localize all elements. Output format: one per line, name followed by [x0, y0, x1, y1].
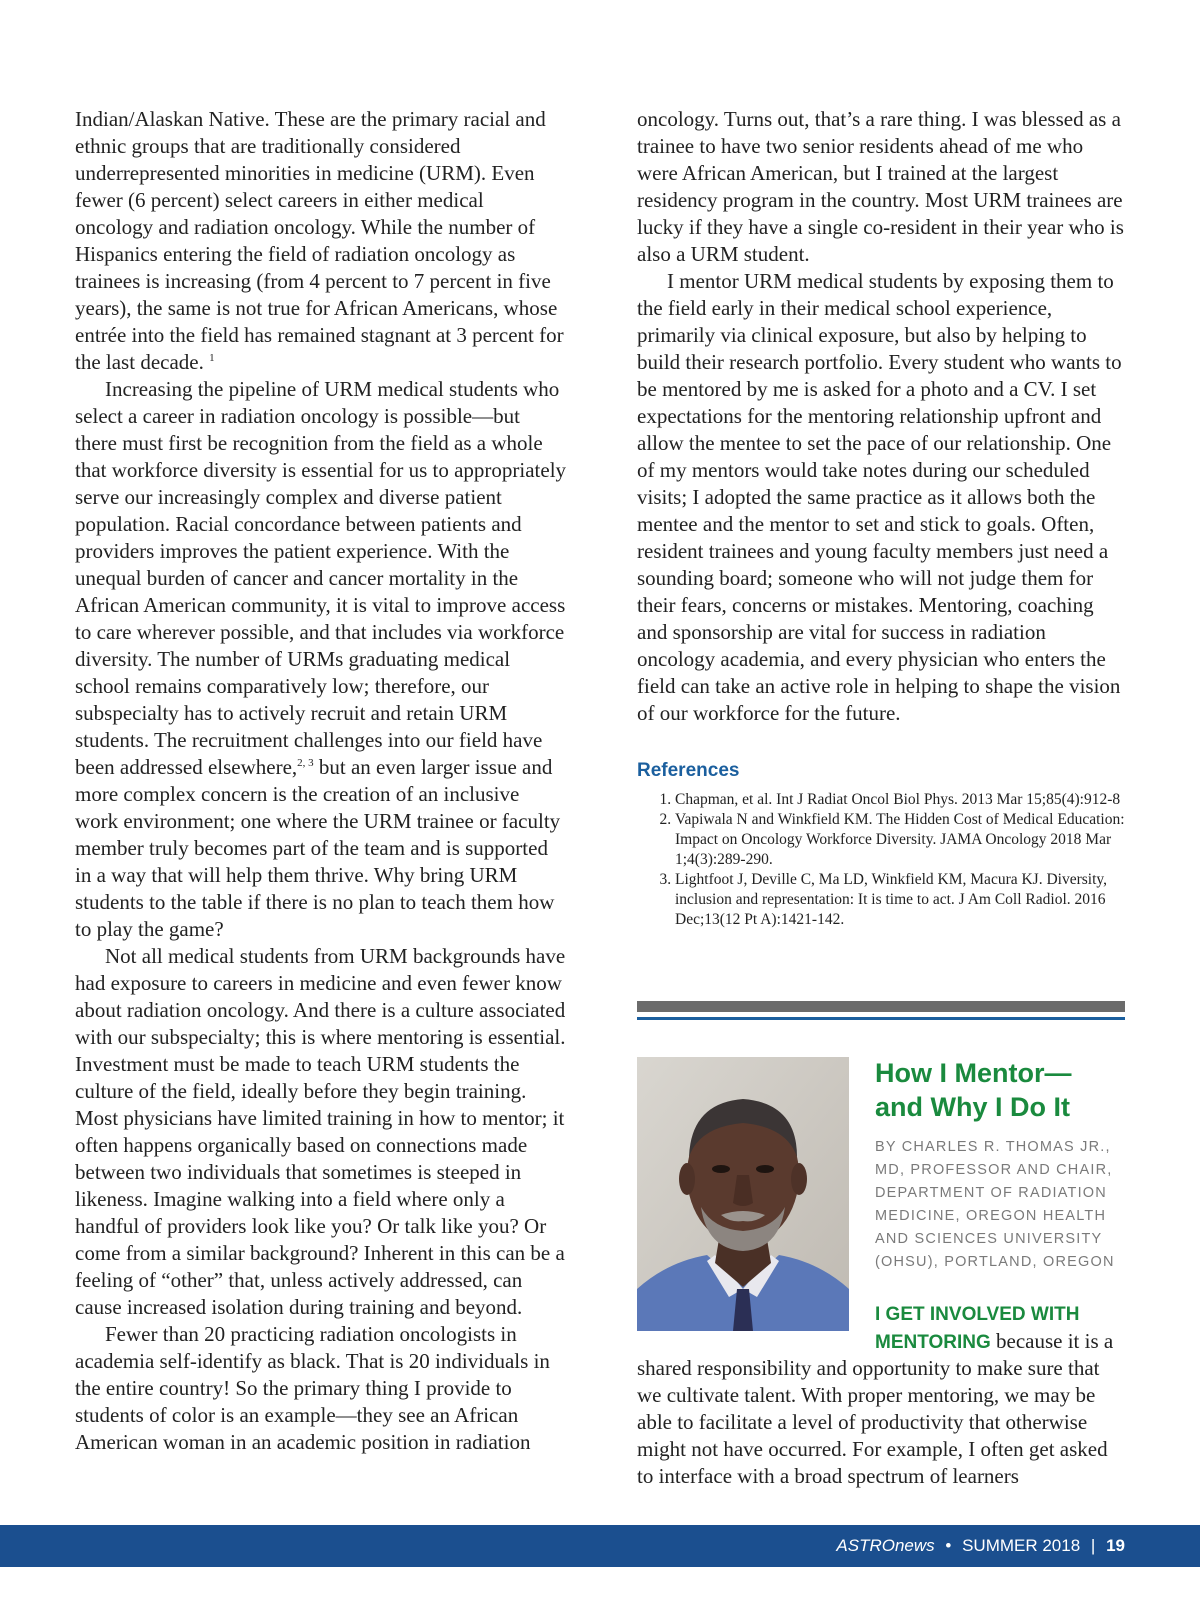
author-byline: BY CHARLES R. THOMAS JR., MD, PROFESSOR AND CHAIR, DEPARTMENT OF RADIATION MEDICINE, OREGON HEALTH AND SCIENCES UNIVERSITY (OHSU), PORTLAND, OREGON [875, 1139, 1115, 1270]
page-number: 19 [1106, 1536, 1125, 1555]
footer-bullet: • [945, 1536, 952, 1555]
references-list [637, 790, 1125, 930]
article-body-continued: shared responsibility and opportunity to make sure that we cultivate talent. With proper mentoring, we may be able to facilitate a level of productivity that otherwise might not have occurred. For example, I often get asked to interface with a broad spectrum of learners [637, 1356, 1108, 1488]
footnote-ref-2-3[interactable]: 2, 3 [297, 757, 314, 769]
left-paragraph-3: Not all medical students from URM backgrounds have had exposure to careers in medicine and even fewer know about radiation oncology. And there is a culture associated with our subspecialty; this is where mentoring is essential. Investment must be made to teach URM students the culture of the field, ideally before they begin training. Most physicians have limited training in how to mentor; it often happens organically based on connections made between two individuals that sometimes is steeped in likeness. Imagine walking into a field where only a handful of providers look like you? Or talk like you? Or come from a similar background? Inherent in this can be a feeling of “other” that, unless actively addressed, can cause increased isolation during training and beyond. [75, 944, 566, 1319]
left-paragraph-4: Fewer than 20 practicing radiation oncologists in academia self-identify as black. That is 20 individuals in the entire country! So the primary thing I provide to students of color is an example—they see an African American woman in an academic position in radiation [75, 1322, 550, 1454]
section-divider-gray [637, 1001, 1125, 1012]
author-portrait-icon [637, 1057, 849, 1331]
right-column [637, 106, 1125, 930]
lead-in-caps-line1: I GET INVOLVED WITH [875, 1304, 1080, 1325]
reference-item-1: 1. Chapman, et al. Int J Radiat Oncol Biol Phys. 2013 Mar 15;85(4):912-8 [675, 790, 1125, 810]
page-footer [0, 1525, 1200, 1567]
right-paragraph-2: I mentor URM medical students by exposing them to the field early in their medical school experience, primarily via clinical exposure, but also by helping to build their research portfolio. Every student who wants to be mentored by me is asked for a photo and a CV. I set expectations for the mentoring relationship upfront and allow the mentee to set the pace of our relationship. One of my mentors would take notes during our scheduled visits; I adopted the same practice as it allows both the mentee and the mentor to set and stick to goals. Often, resident trainees and young faculty members just need a sounding board; someone who will not judge them for their fears, concerns or mistakes. Mentoring, coaching and sponsorship are vital for success in radiation oncology academia, and every physician who enters the field can take an active role in helping to shape the vision of our workforce for the future. [637, 269, 1122, 725]
footer-divider: | [1090, 1536, 1096, 1555]
section-divider-blue [637, 1017, 1125, 1020]
author-photo [637, 1057, 849, 1331]
article-header [875, 1056, 1130, 1274]
left-column [75, 106, 567, 1456]
left-paragraph-2: Increasing the pipeline of URM medical students who select a career in radiation oncology is possible—but there must first be recognition from the field as a whole that workforce diversity is essential for us to appropriately serve our increasingly complex and diverse patient population. Racial concordance between patients and providers improves the patient experience. With the unequal burden of cancer and cancer mortality in the African American community, it is vital to improve access to care wherever possible, and that includes via workforce diversity. The number of URMs graduating medical school remains comparatively low; therefore, our subspecialty has to actively recruit and retain URM students. The recruitment challenges into our field have been addressed elsewhere,$^{2, 3}$ but an even larger issue and more complex concern is the creation of an inclusive work environment; one where the URM trainee or faculty member truly becomes part of the team and is supported in a way that will help them thrive. Why bring URM students to the table if there is no plan to teach them how to play the game? [75, 377, 567, 941]
left-paragraph-1: Indian/Alaskan Native. These are the primary racial and ethnic groups that are traditionally considered underrepresented minorities in medicine (URM). Even fewer (6 percent) select careers in either medical oncology and radiation oncology. While the number of Hispanics entering the field of radiation oncology as trainees is increasing (from 4 percent to 7 percent in five years), the same is not true for African Americans, whose entrée into the field has remained stagnant at 3 percent for the last decade. $^1$ [75, 107, 564, 374]
lead-in-caps-line2: MENTORING [875, 1332, 991, 1353]
reference-item-2: 2. Vapiwala N and Winkfield KM. The Hidden Cost of Medical Education: Impact on Oncology Workforce Diversity. JAMA Oncology 2018 Mar 1;4(3):289-290. [675, 810, 1125, 870]
references-heading: References [637, 760, 740, 781]
reference-item-3: 3. Lightfoot J, Deville C, Ma LD, Winkfield KM, Macura KJ. Diversity, inclusion and representation: It is time to act. J Am Coll Radiol. 2016 Dec;13(12 Pt A):1421-142. [675, 870, 1125, 930]
issue-label: SUMMER 2018 [962, 1536, 1081, 1555]
article-lead [875, 1301, 1130, 1356]
magazine-name: ASTROnews [836, 1536, 935, 1555]
footnote-ref-1[interactable]: 1 [209, 352, 215, 364]
lead-in-rest: because it is a [990, 1329, 1114, 1353]
right-paragraph-1: oncology. Turns out, that’s a rare thing. I was blessed as a trainee to have two senior residents ahead of me who were African American, but I trained at the largest residency program in the country. Most URM trainees are lucky if they have a single co-resident in their year who is also a URM student. [637, 107, 1124, 266]
article-title: How I Mentor— and Why I Do It [875, 1058, 1072, 1122]
